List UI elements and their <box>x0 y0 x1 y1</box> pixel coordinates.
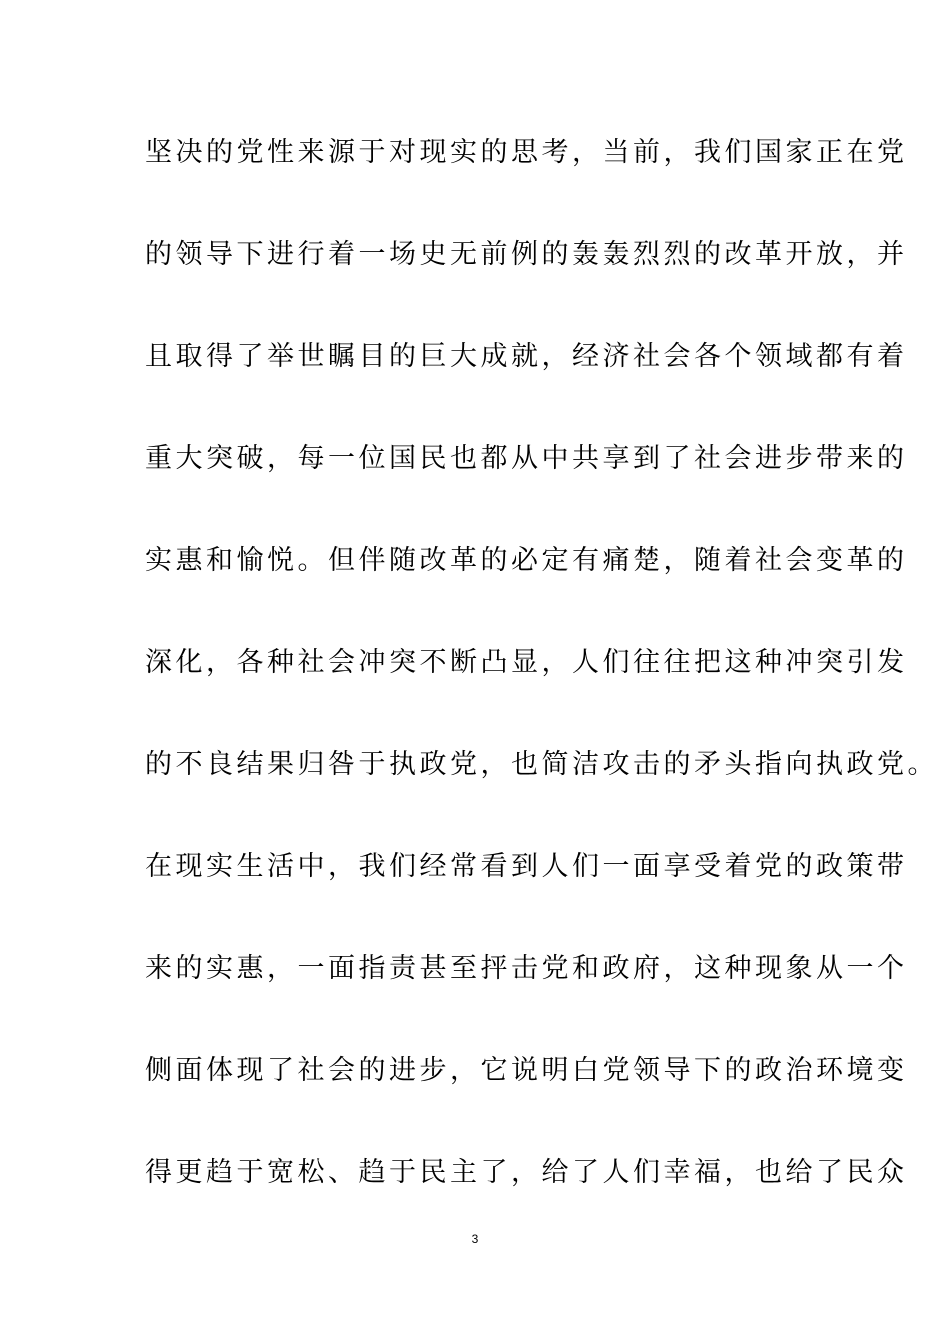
text-line: 实惠和愉悦。但伴随改革的必定有痛楚，随着社会变革的 <box>145 545 908 576</box>
body-text <box>145 124 938 1246</box>
text-line: 侧面体现了社会的进步，它说明白党领导下的政治环境变 <box>145 1055 908 1086</box>
text-line: 重大突破，每一位国民也都从中共享到了社会进步带来的 <box>145 443 908 474</box>
text-line: 来的实惠，一面指责甚至抨击党和政府，这种现象从一个 <box>145 953 908 984</box>
text-line: 坚决的党性来源于对现实的思考，当前，我们国家正在党 <box>145 137 908 168</box>
text-line: 得更趋于宽松、趋于民主了，给了人们幸福，也给了民众 <box>145 1157 908 1188</box>
text-line: 的领导下进行着一场史无前例的轰轰烈烈的改革开放，并 <box>145 239 908 270</box>
text-line: 的不良结果归咎于执政党，也简洁攻击的矛头指向执政党。 <box>145 749 938 780</box>
page-number: 3 <box>471 1232 479 1246</box>
text-line: 在现实生活中，我们经常看到人们一面享受着党的政策带 <box>145 851 908 882</box>
text-line: 且取得了举世瞩目的巨大成就，经济社会各个领域都有着 <box>145 341 908 372</box>
text-line: 深化，各种社会冲突不断凸显，人们往往把这种冲突引发 <box>145 647 908 678</box>
